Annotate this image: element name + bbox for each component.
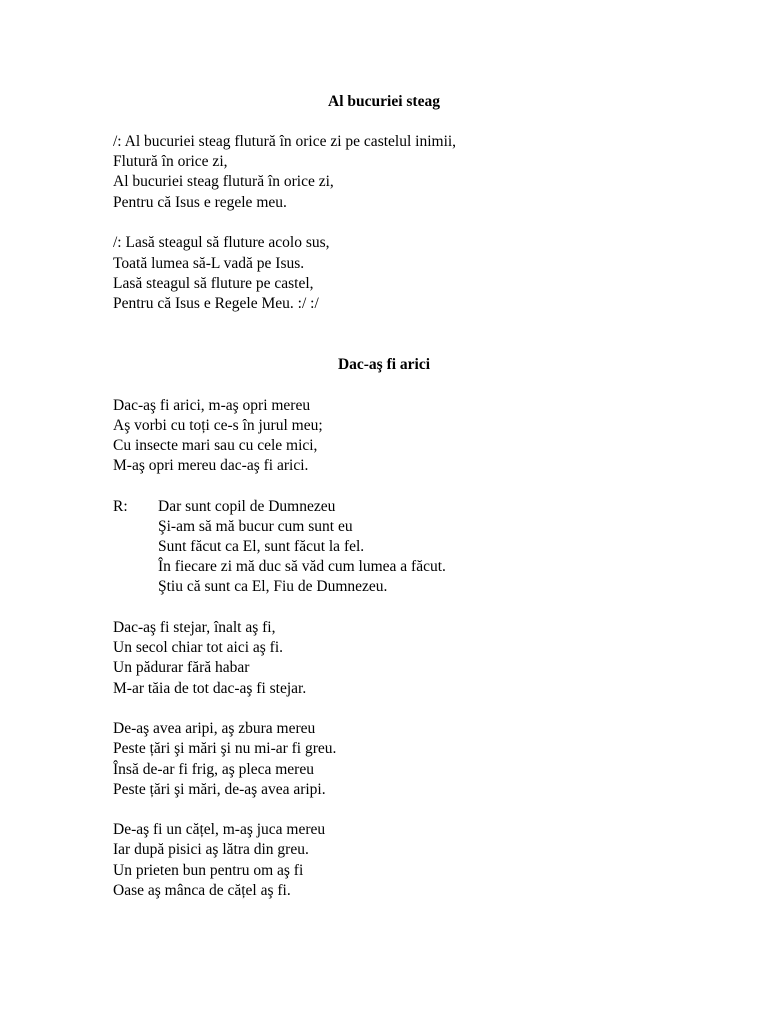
song-title: Dac-aş fi arici — [337, 356, 431, 373]
verse-line: Peste țări şi mări, de-aş avea aripi. — [113, 781, 326, 798]
verse-line: Un prieten bun pentru om aş fi — [113, 862, 304, 879]
verse-line: M-ar tăia de tot dac-aş fi stejar. — [113, 680, 307, 697]
verse-line: Un pădurar fără habar — [113, 659, 250, 676]
verse-line: De-aş fi un cățel, m-aş juca mereu — [113, 821, 326, 838]
verse-line: /: Al bucuriei steag flutură în orice zi pe castelul inimii, — [113, 133, 457, 150]
verse-line: M-aş opri mereu dac-aş fi arici. — [113, 457, 309, 474]
verse-line: Un secol chiar tot aici aş fi. — [113, 639, 284, 656]
refrain-line: Şi-am să mă bucur cum sunt eu — [158, 518, 353, 535]
verse-line: Iar după pisici aş lătra din greu. — [113, 841, 309, 858]
verse-line: Dac-aş fi stejar, înalt aş fi, — [113, 619, 276, 636]
verse-line: Pentru că Isus e Regele Meu. :/ :/ — [113, 295, 319, 312]
song-title: Al bucuriei steag — [328, 93, 440, 110]
verse-line: Al bucuriei steag flutură în orice zi, — [113, 173, 334, 190]
verse-line: Însă de-ar fi frig, aş pleca mereu — [113, 761, 314, 778]
refrain-line: Sunt făcut ca El, sunt făcut la fel. — [158, 538, 365, 555]
verse-line: De-aş avea aripi, aş zbura mereu — [113, 720, 316, 737]
verse-line: Toată lumea să-L vadă pe Isus. — [113, 255, 305, 272]
refrain-line: În fiecare zi mă duc să văd cum lumea a făcut. — [158, 558, 446, 575]
verse-line: Dac-aş fi arici, m-aş opri mereu — [113, 397, 311, 414]
verse-line: Pentru că Isus e regele meu. — [113, 194, 287, 211]
refrain-label: R: — [113, 498, 128, 515]
verse-line: Lasă steagul să fluture pe castel, — [113, 275, 314, 292]
verse-line: Flutură în orice zi, — [113, 153, 228, 170]
verse-line: Aş vorbi cu toți ce-s în jurul meu; — [113, 417, 323, 434]
verse-line: /: Lasă steagul să fluture acolo sus, — [113, 234, 330, 251]
verse-line: Oase aş mânca de cățel aş fi. — [113, 882, 291, 899]
refrain-line: Ştiu că sunt ca El, Fiu de Dumnezeu. — [158, 578, 388, 595]
refrain-line: Dar sunt copil de Dumnezeu — [158, 498, 336, 515]
verse-line: Peste țări şi mări şi nu mi-ar fi greu. — [113, 740, 337, 757]
verse-line: Cu insecte mari sau cu cele mici, — [113, 437, 318, 454]
